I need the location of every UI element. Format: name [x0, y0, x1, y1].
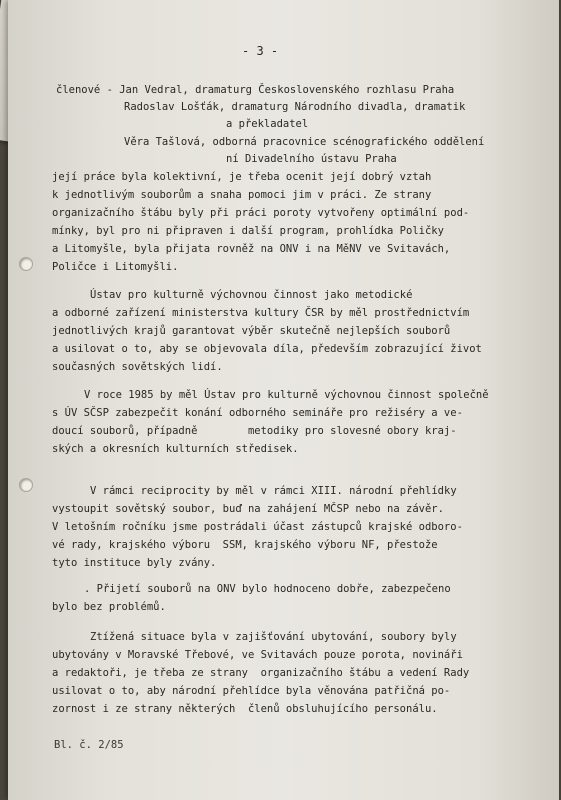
text-line: a překladatel [226, 118, 309, 130]
document-reference: Bl. č. 2/85 [54, 739, 124, 751]
text-line: s ÚV SČSP zabezpečit konání odborného semináře pro režiséry a ve- [52, 407, 463, 419]
text-line: organizačního štábu byly při práci poroty vytvořeny optimální pod- [52, 207, 470, 219]
text-line: Poličce i Litomyšli. [52, 261, 179, 273]
punch-hole [20, 479, 32, 491]
text-line: členové - Jan Vedral, dramaturg Československého rozhlasu Praha [56, 84, 455, 96]
text-line: zornost i ze strany některých členů obsluhujícího personálu. [52, 703, 438, 715]
text-line: tyto instituce byly zvány. [52, 557, 217, 569]
punch-hole [20, 258, 32, 270]
text-line: doucí souborů, případně metodiky pro slovesné obory kraj- [52, 425, 457, 437]
text-line: její práce byla kolektivní, je třeba ocenit její dobrý vztah [52, 171, 432, 183]
text-line: a odborné zařízení ministerstva kultury ČSR by měl prostřednictvím [52, 307, 470, 319]
text-line: V roce 1985 by měl Ústav pro kulturně výchovnou činnost společně [84, 389, 489, 401]
text-line: současných sovětských lidí. [52, 361, 223, 373]
text-line: Ústav pro kulturně výchovnou činnost jako metodické [90, 289, 413, 301]
text-line: ní Divadelního ústavu Praha [226, 153, 397, 165]
text-line: usilovat o to, aby národní přehlídce byla věnována patřičná po- [52, 685, 451, 697]
text-line: Věra Tašlová, odborná pracovnice scénografického oddělení [124, 136, 485, 148]
text-line: a Litomyšle, byla přijata rovněž na ONV i na MěNV ve Svitavách, [52, 243, 451, 255]
text-line: jednotlivých krajů garantovat výběr skutečně nejlepších souborů [52, 325, 451, 337]
text-line: Ztížená situace byla v zajišťování ubytování, soubory byly [90, 631, 457, 643]
text-line: vé rady, krajského výboru SSM, krajského výboru NF, přestože [52, 539, 438, 551]
text-line: V rámci reciprocity by měl v rámci XIII. národní přehlídky [90, 485, 457, 497]
text-line: k jednotlivým souborům a snaha pomoci jim v práci. Ze strany [52, 189, 432, 201]
text-line: vystoupit sovětský soubor, buď na zahájení MČSP nebo na závěr. [52, 503, 444, 515]
text-line: bylo bez problémů. [52, 601, 166, 613]
text-line: a redaktoři, je třeba ze strany organizačního štábu a vedení Rady [52, 667, 470, 679]
text-line: mínky, byl pro ni připraven i další program, prohlídka Poličky [52, 225, 444, 237]
document-page [8, 0, 559, 800]
text-line: a usilovat o to, aby se objevovala díla, především zobrazující život [52, 343, 482, 355]
text-line: . Přijetí souborů na ONV bylo hodnoceno dobře, zabezpečeno [84, 583, 451, 595]
text-line: Radoslav Lošťák, dramaturg Národního divadla, dramatik [124, 101, 466, 113]
page-number: - 3 - [242, 44, 279, 58]
text-line: ských a okresních kulturních středisek. [52, 443, 299, 455]
text-line: ubytovány v Moravské Třebové, ve Svitavách pouze porota, novináři [52, 649, 463, 661]
text-line: V letošním ročníku jsme postrádali účast zástupců krajské odboro- [52, 521, 463, 533]
